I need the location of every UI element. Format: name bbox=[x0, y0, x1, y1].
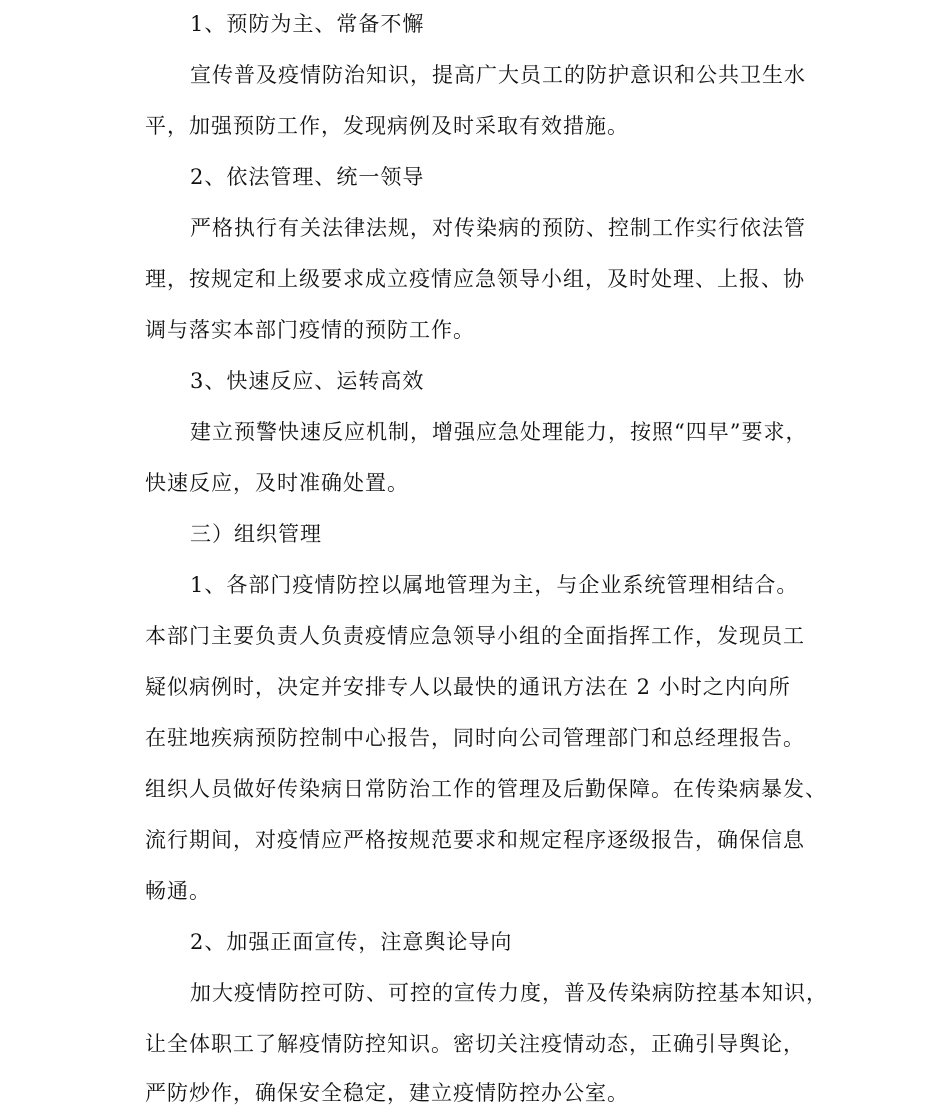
paragraph-line: 疑似病例时，决定并安排专人以最快的通讯方法在 2 小时之内向所 bbox=[145, 675, 791, 699]
paragraph-line: 严防炒作，确保安全稳定，建立疫情防控办公室。 bbox=[145, 1081, 629, 1105]
paragraph-line: 快速反应，及时准确处置。 bbox=[145, 471, 409, 495]
paragraph-line: 在驻地疾病预防控制中心报告，同时向公司管理部门和总经理报告。 bbox=[145, 726, 805, 750]
heading-prevention-first: 1、预防为主、常备不懈 bbox=[190, 12, 425, 36]
paragraph-line: 调与落实本部门疫情的预防工作。 bbox=[145, 318, 475, 342]
paragraph-line: 流行期间，对疫情应严格按规范要求和规定程序逐级报告，确保信息 bbox=[145, 828, 805, 852]
paragraph-line: 1、各部门疫情防控以属地管理为主，与企业系统管理相结合。 bbox=[190, 573, 799, 597]
paragraph-line: 理，按规定和上级要求成立疫情应急领导小组，及时处理、上报、协 bbox=[145, 267, 805, 291]
paragraph-line: 本部门主要负责人负责疫情应急领导小组的全面指挥工作，发现员工 bbox=[145, 624, 805, 648]
section-heading-organization: 三）组织管理 bbox=[190, 522, 322, 546]
paragraph-line: 建立预警快速反应机制，增强应急处理能力，按照“四早”要求， bbox=[190, 420, 808, 444]
paragraph-line: 严格执行有关法律法规，对传染病的预防、控制工作实行依法管 bbox=[190, 216, 806, 240]
heading-rapid-response: 3、快速反应、运转高效 bbox=[190, 369, 425, 393]
paragraph-line: 让全体职工了解疫情防控知识。密切关注疫情动态，正确引导舆论， bbox=[145, 1032, 805, 1056]
paragraph-line: 平，加强预防工作，发现病例及时采取有效措施。 bbox=[145, 114, 629, 138]
paragraph-line: 组织人员做好传染病日常防治工作的管理及后勤保障。在传染病暴发、 bbox=[145, 777, 827, 801]
paragraph-line: 加大疫情防控可防、可控的宣传力度，普及传染病防控基本知识， bbox=[190, 981, 828, 1005]
paragraph-line: 畅通。 bbox=[145, 879, 211, 903]
paragraph-line: 宣传普及疫情防治知识，提高广大员工的防护意识和公共卫生水 bbox=[190, 63, 806, 87]
heading-lawful-management: 2、依法管理、统一领导 bbox=[190, 165, 425, 189]
heading-positive-publicity: 2、加强正面宣传，注意舆论导向 bbox=[190, 930, 513, 954]
